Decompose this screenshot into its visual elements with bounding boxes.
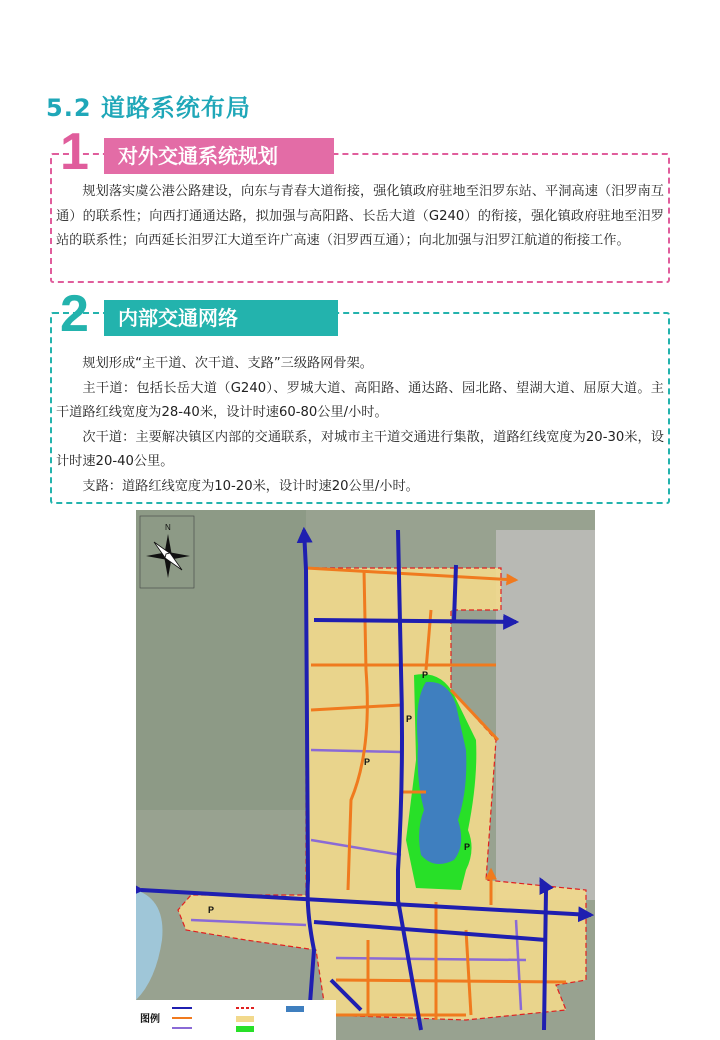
section2-line: 规划形成“主干道、次干道、支路”三级路网骨架。 [82,356,373,371]
section2-heading: 内部交通网络 [104,300,338,336]
section2-line: 主干道：包括长岳大道（G240）、罗城大道、高阳路、通达路、园北路、望湖大道、屈原大道。主干道路红线宽度为28-40米，设计时速60-80公里/小时。 [56,380,664,420]
section2-line: 支路：道路红线宽度为10-20米，设计时速20公里/小时。 [82,478,419,494]
legend-zone [236,1016,254,1022]
parking-marker: P [464,842,471,852]
parking-marker: P [422,670,429,680]
legend-title: 图例 [140,1014,160,1025]
road-network-map [136,510,595,1040]
legend-lake [286,1006,304,1012]
section1-number: 1 [60,123,89,181]
section1-heading: 对外交通系统规划 [104,138,334,174]
section2-number: 2 [60,285,89,343]
parking-marker: P [406,714,413,724]
section1-body [56,180,664,254]
map-town-east [496,530,595,900]
legend-park [236,1026,254,1032]
section-title: 5.2 道路系统布局 [46,94,251,122]
section2-line: 次干道：主要解决镇区内部的交通联系，对城市主干道交通进行集散，道路红线宽度为20-30米，设计时速20-40公里。 [56,429,664,469]
compass-label: N [165,523,171,532]
secondary-road [336,980,566,982]
section2-body [56,352,664,499]
main-road-north [314,620,516,622]
main-road-upper [454,565,456,620]
section1-paragraph: 规划落实虞公港公路建设，向东与青春大道衔接，强化镇政府驻地至汨罗东站、平洞高速（汨罗南互通）的联系性；向西打通通达路，拟加强与高阳路、长岳大道（G240）的衔接，强化镇政府驻地至汨罗站的联系性；向西延长汨罗江大道至许广高速（汨罗西互通）；向北加强与汨罗江航道的衔接工作。 [56,184,664,248]
parking-marker: P [364,757,371,767]
parking-marker: P [208,905,215,915]
